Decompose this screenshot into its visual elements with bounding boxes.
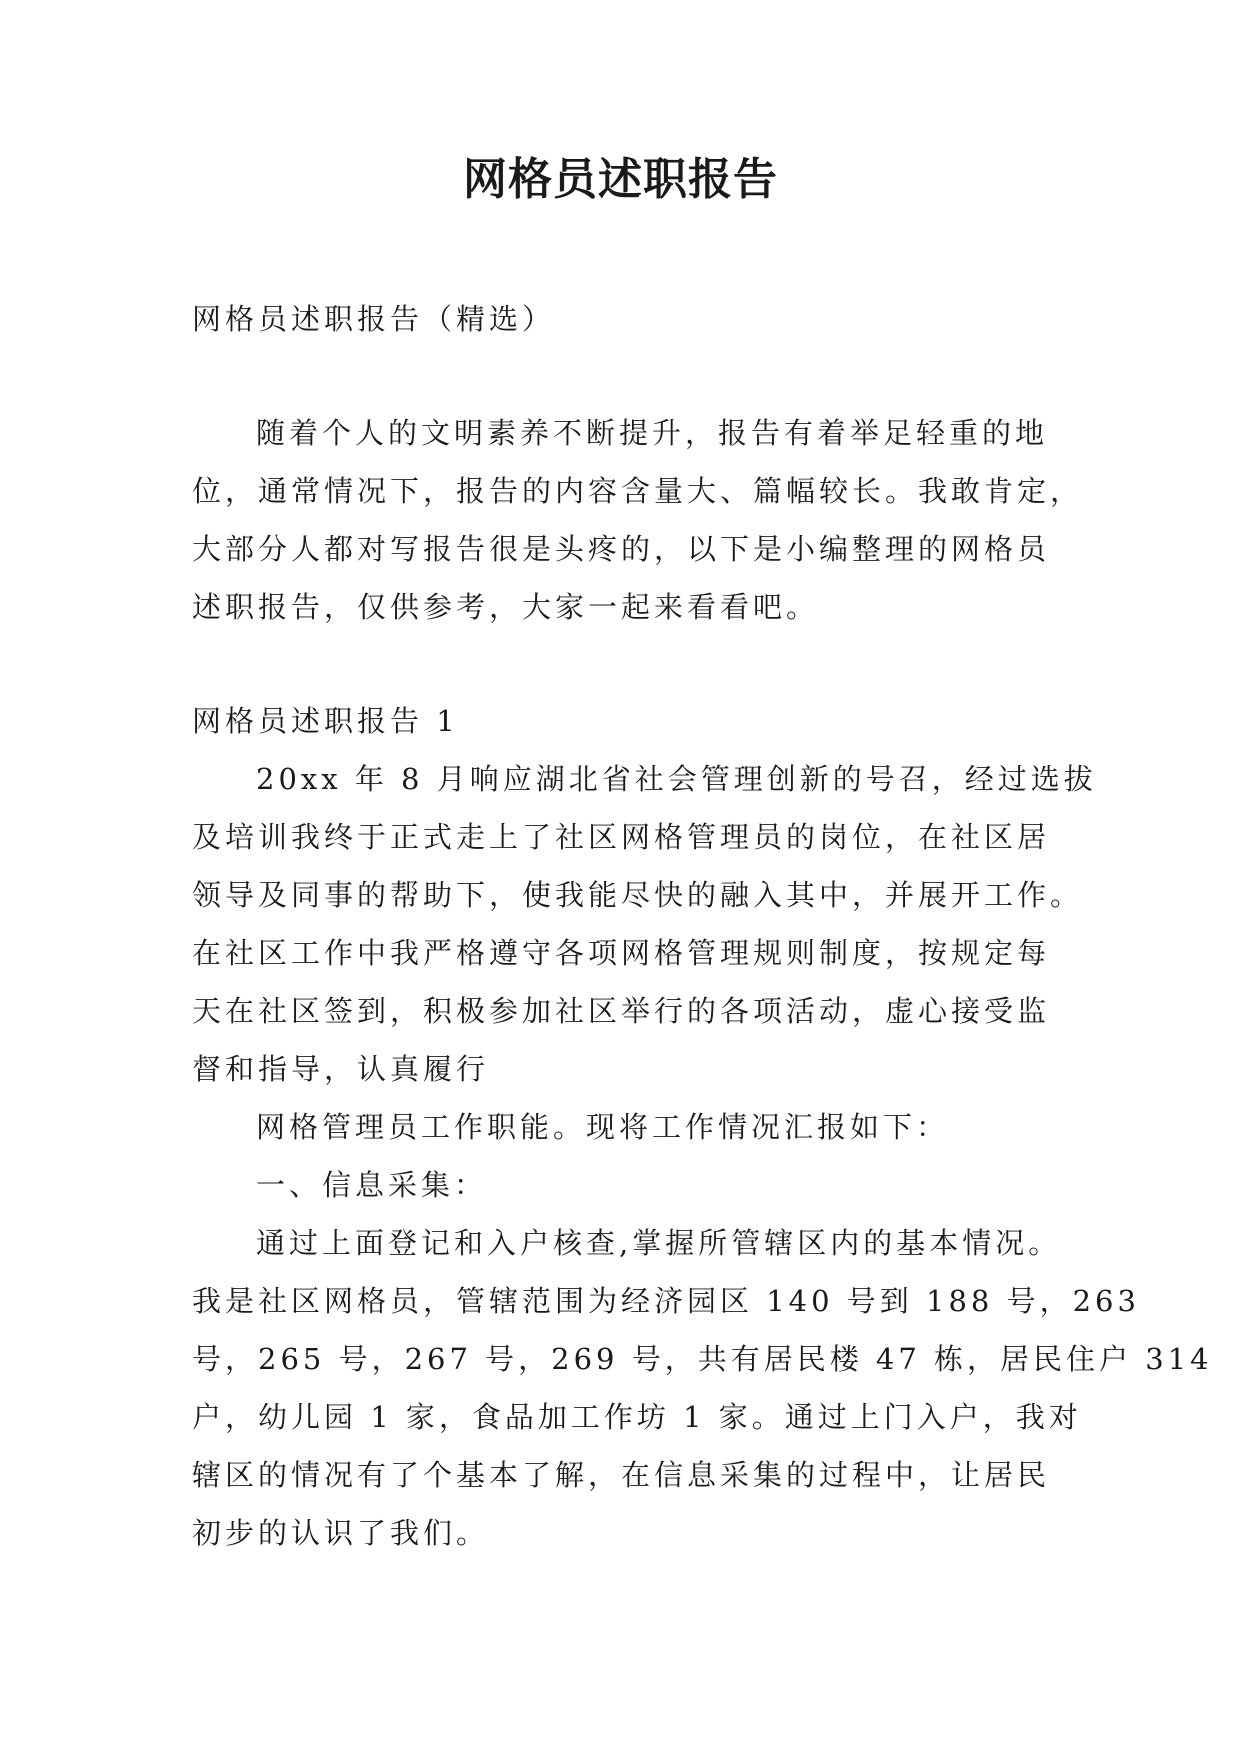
document-subtitle: 网格员述职报告（精选） [192,302,556,336]
section-line: 在社区工作中我严格遵守各项网格管理规则制度，按规定每 [192,936,1051,970]
item-line: 户，幼儿园 1 家，食品加工作坊 1 家。通过上门入户，我对 [192,1400,1082,1434]
item-line: 辖区的情况有了个基本了解，在信息采集的过程中，让居民 [192,1458,1051,1492]
duty-line: 网格管理员工作职能。现将工作情况汇报如下： [256,1110,950,1144]
document-body [192,290,1213,1562]
section-heading: 网格员述职报告 1 [192,704,459,738]
intro-line: 述职报告，仅供参考，大家一起来看看吧。 [192,590,820,624]
section-line: 20xx 年 8 月响应湖北省社会管理创新的号召，经过选拔 [256,762,1097,796]
item-line: 我是社区网格员，管辖范围为经济园区 140 号到 188 号，263 [192,1284,1140,1318]
report-section [192,692,1213,1562]
document-title: 网格员述职报告 [463,154,778,205]
item-line: 号，265 号，267 号，269 号，共有居民楼 47 栋，居民住户 314 [192,1342,1213,1376]
item-line: 通过上面登记和入户核查,掌握所管辖区内的基本情况。 [256,1226,1062,1260]
intro-line: 位，通常情况下，报告的内容含量大、篇幅较长。我敢肯定， [192,474,1084,508]
item-heading: 一、信息采集： [256,1168,488,1202]
item-line: 初步的认识了我们。 [192,1516,490,1550]
intro-line: 大部分人都对写报告很是头疼的，以下是小编整理的网格员 [192,532,1051,566]
section-line: 督和指导，认真履行 [192,1052,490,1086]
section-line: 及培训我终于正式走上了社区网格管理员的岗位，在社区居 [192,820,1051,854]
intro-paragraph [192,404,1084,636]
intro-line: 随着个人的文明素养不断提升，报告有着举足轻重的地 [256,416,1049,450]
section-line: 领导及同事的帮助下，使我能尽快的融入其中，并展开工作。 [192,878,1084,912]
section-line: 天在社区签到，积极参加社区举行的各项活动，虚心接受监 [192,994,1051,1028]
